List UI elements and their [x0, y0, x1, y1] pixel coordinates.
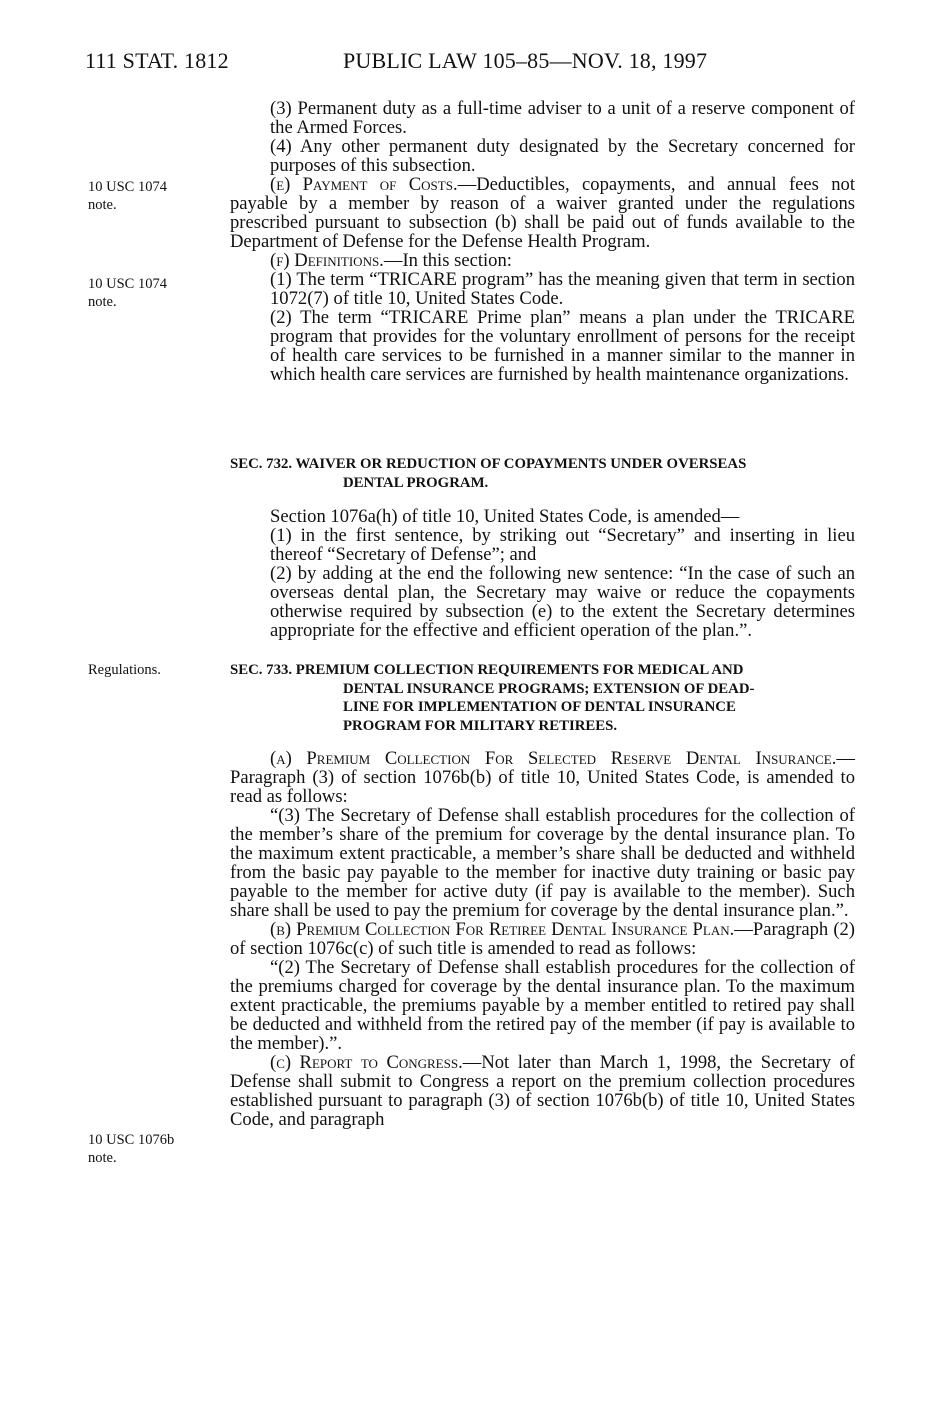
section-heading-line: SEC. 732. WAIVER OR REDUCTION OF COPAYMENTS UNDER OVERSEAS [230, 456, 747, 472]
subsection-a [230, 749, 855, 806]
subsection-heading: (e) Payment of Costs. [270, 174, 458, 195]
paragraph-text: (3) Permanent duty as a full-time adviser to a unit of a reserve component of the Armed Forces. [270, 98, 855, 138]
subsection-c [230, 1053, 855, 1129]
main-text-block-1 [230, 99, 855, 384]
paragraph-text: (2) by adding at the end the following new sentence: “In the case of such an overseas dental plan, the Secretary may waive or reduce the copayments otherwise required by subsection (e) to the extent the Secretary determines appropriate for the effective and efficient operation of the plan.”. [270, 563, 855, 641]
section-732 [230, 455, 855, 640]
paragraph-text: —Paragraph (3) of section 1076b(b) of title 10, United States Code, is amended to read as follows: [230, 748, 855, 807]
margin-note-line: 10 USC 1074 [88, 276, 167, 292]
subsection-f [230, 251, 855, 270]
margin-note-line: 10 USC 1074 [88, 179, 167, 195]
section-733-heading [230, 661, 855, 735]
paragraph-text: “(2) The Secretary of Defense shall establish procedures for the collection of the premiums charged for coverage by the dental insurance plan. To the maximum extent practicable, the premiums payable by a member entitled to retired pay shall be deducted and withheld from the retired pay of the member (if pay is available to the member).”. [230, 957, 855, 1054]
paragraph-text: (1) The term “TRICARE program” has the meaning given that term in section 1072(7) of title 10, United States Code. [270, 269, 855, 309]
paragraph-text: (1) in the first sentence, by striking out “Secretary” and inserting in lieu thereof “Secretary of Defense”; and [270, 525, 855, 565]
paragraph-text: —Paragraph (2) of section 1076c(c) of such title is amended to read as follows: [230, 919, 855, 959]
subsection-e [230, 175, 855, 251]
definition-2 [230, 308, 855, 384]
subsection-heading: (f) Definitions. [270, 250, 384, 271]
section-732-intro [230, 507, 855, 526]
subsection-heading: (b) Premium Collection For Retiree Dental Insurance Plan. [270, 919, 735, 940]
margin-note-line: note. [88, 197, 117, 213]
section-heading-line: LINE FOR IMPLEMENTATION OF DENTAL INSURANCE [343, 699, 736, 715]
definition-1 [230, 270, 855, 308]
paragraph-text: —Deductibles, copayments, and annual fees not payable by a member by reason of a waiver granted under the regulations prescribed pursuant to subsection (b) shall be paid out of funds available to the Department of Defense for the Defense Health Program. [230, 174, 856, 252]
paragraph-3 [230, 99, 855, 137]
section-732-item-1 [230, 526, 855, 564]
section-733 [230, 661, 855, 1129]
paragraph-4 [230, 137, 855, 175]
public-law-title: PUBLIC LAW 105–85—NOV. 18, 1997 [343, 48, 708, 73]
margin-note-line: Regulations. [88, 662, 161, 678]
margin-note-10usc1074-b [88, 275, 198, 311]
section-732-item-2 [230, 564, 855, 640]
section-heading-line: DENTAL PROGRAM. [343, 474, 489, 491]
margin-note-10usc1074-a [88, 178, 198, 214]
margin-note-regulations [88, 661, 198, 679]
section-heading-line: SEC. 733. PREMIUM COLLECTION REQUIREMENTS FOR MEDICAL AND [230, 662, 744, 678]
paragraph-text: (2) The term “TRICARE Prime plan” means a plan under the TRICARE program that provides for the voluntary enrollment of persons for the receipt of health care services to be furnished in a manner similar to the manner in which health care services are furnished by health maintenance organizations. [270, 307, 855, 385]
paragraph-text: —Not later than March 1, 1998, the Secretary of Defense shall submit to Congress a report on the premium collection procedures established pursuant to paragraph (3) of section 1076b(b) of title 10, United States Code, and paragraph [230, 1052, 855, 1130]
paragraph-text: (4) Any other permanent duty designated by the Secretary concerned for purposes of this subsection. [270, 136, 855, 176]
page-stat-reference: 111 STAT. 1812 [85, 48, 229, 73]
section-heading-line: PROGRAM FOR MILITARY RETIREES. [343, 717, 618, 734]
section-732-heading [230, 455, 855, 492]
section-heading-line: DENTAL INSURANCE PROGRAMS; EXTENSION OF DEAD- [343, 680, 755, 697]
subsection-b-quote [230, 958, 855, 1053]
paragraph-text: —In this section: [383, 250, 512, 271]
subsection-a-quote [230, 806, 855, 920]
subsection-heading: (a) Premium Collection For Selected Reserve Dental Insurance. [270, 748, 837, 769]
margin-note-10usc1076b [88, 1131, 198, 1167]
margin-note-line: note. [88, 1150, 117, 1166]
margin-note-line: note. [88, 294, 117, 310]
paragraph-text: Section 1076a(h) of title 10, United States Code, is amended— [270, 506, 740, 527]
subsection-b [230, 920, 855, 958]
subsection-heading: (c) Report to Congress. [270, 1052, 463, 1073]
margin-note-line: 10 USC 1076b [88, 1132, 175, 1148]
paragraph-text: “(3) The Secretary of Defense shall establish procedures for the collection of the member’s share of the premium for coverage by the dental insurance plan. To the maximum extent practicable, a member’s share shall be deducted and withheld from the basic pay payable to the member for inactive duty training or basic pay payable to the member for active duty (if pay is available to the member). Such share shall be used to pay the premium for coverage by the dental insurance plan.”. [230, 805, 855, 921]
